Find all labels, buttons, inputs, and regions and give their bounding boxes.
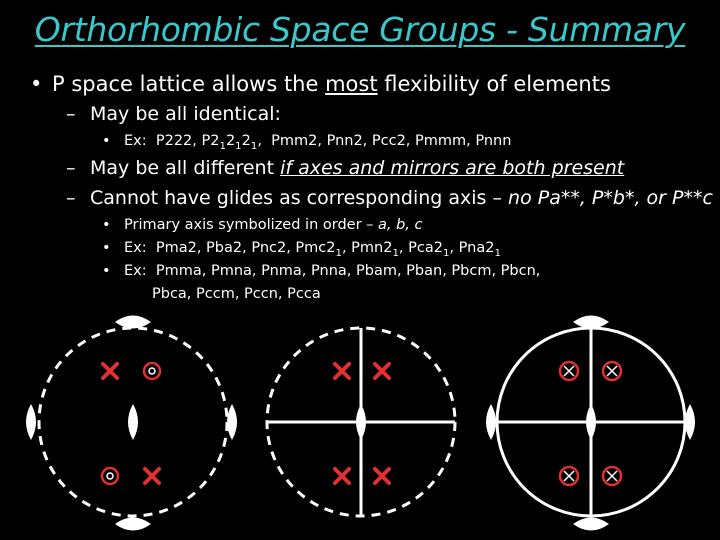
dash: –	[66, 157, 76, 179]
diagram-3-twofold-left-icon	[486, 404, 496, 440]
l3b-text: Primary axis symbolized in order –	[124, 217, 378, 233]
diagram-2-twofold-center-icon	[356, 404, 366, 440]
l1-text-em: most	[325, 72, 378, 96]
diagram-1-ring-icon	[102, 468, 118, 484]
diagram-1-twofold-top-icon	[115, 316, 151, 329]
diagram-1-x-icon	[145, 469, 159, 483]
diagram-3-twofold-top-icon	[573, 316, 609, 329]
diagram-3-ringx-icon	[560, 467, 578, 485]
ex-label: Ex:	[124, 240, 147, 256]
diagram-2-x-icon	[375, 364, 389, 378]
ex-label: Ex:	[124, 133, 147, 149]
diagram-1-ring-icon	[144, 363, 160, 379]
diagram-1-twofold-right-icon	[227, 404, 237, 440]
l3b-em: a, b, c	[378, 217, 423, 233]
l1-text-post: flexibility of elements	[377, 72, 611, 96]
bullet-level3-ex3-cont: Pbca, Pccm, Pccn, Pcca	[152, 286, 321, 302]
bullet-dot: •	[30, 72, 43, 96]
diagram-3-twofold-center-icon	[586, 404, 596, 440]
slide-title: Orthorhombic Space Groups - Summary	[34, 10, 686, 49]
diagram-3-ringx-icon	[560, 362, 578, 380]
diagram-3-ringx-icon	[603, 467, 621, 485]
l2c-text: Cannot have glides as corresponding axis –	[90, 187, 509, 209]
diagram-1-x-icon	[103, 364, 117, 378]
diagram-1-twofold-left-icon	[26, 404, 36, 440]
diagram-2-x-icon	[375, 469, 389, 483]
diagram-3-ringx-icon	[603, 362, 621, 380]
sg-p222: P222,	[155, 133, 197, 149]
diagram-1-twofold-bottom-icon	[115, 518, 151, 531]
ex1-rest: Pmm2, Pnn2, Pcc2, Pmmm, Pnnn	[271, 133, 512, 149]
l2b-em: if axes and mirrors are both present	[280, 157, 625, 179]
diagram-2	[267, 328, 455, 516]
sg-p212121: $P2_12_12_1$,	[201, 133, 262, 152]
diagram-1-twofold-center-icon	[128, 404, 138, 440]
l2b-text: May be all different	[90, 157, 281, 179]
ex-label: Ex:	[124, 263, 147, 279]
dash: –	[66, 187, 76, 209]
diagram-3-twofold-bottom-icon	[573, 518, 609, 531]
bullet-dot: •	[102, 240, 111, 256]
dash: –	[66, 103, 76, 125]
diagram-3-twofold-right-icon	[685, 404, 695, 440]
diagram-2-x-icon	[335, 364, 349, 378]
diagram-2-x-icon	[335, 469, 349, 483]
bullet-level3-ex2: • Ex: Pma2, Pba2, Pnc2, $Pmc2_1$, $Pmn2_1$, $Pca2_1$, $Pna2_1$	[102, 240, 501, 259]
l1-text-pre: P space lattice allows the	[52, 72, 326, 96]
ex3-text: Pmma, Pmna, Pnma, Pnna, Pbam, Pban, Pbcm, Pbcn,	[155, 263, 541, 279]
bullet-dot: •	[102, 217, 111, 233]
l2a-text: May be all identical:	[90, 103, 281, 125]
bullet-dot: •	[102, 263, 111, 279]
bullet-dot: •	[102, 133, 111, 149]
diagram-1	[26, 316, 237, 531]
l2c-em: no Pa**, P*b*, or P**c	[508, 187, 713, 209]
diagram-3	[486, 316, 695, 531]
